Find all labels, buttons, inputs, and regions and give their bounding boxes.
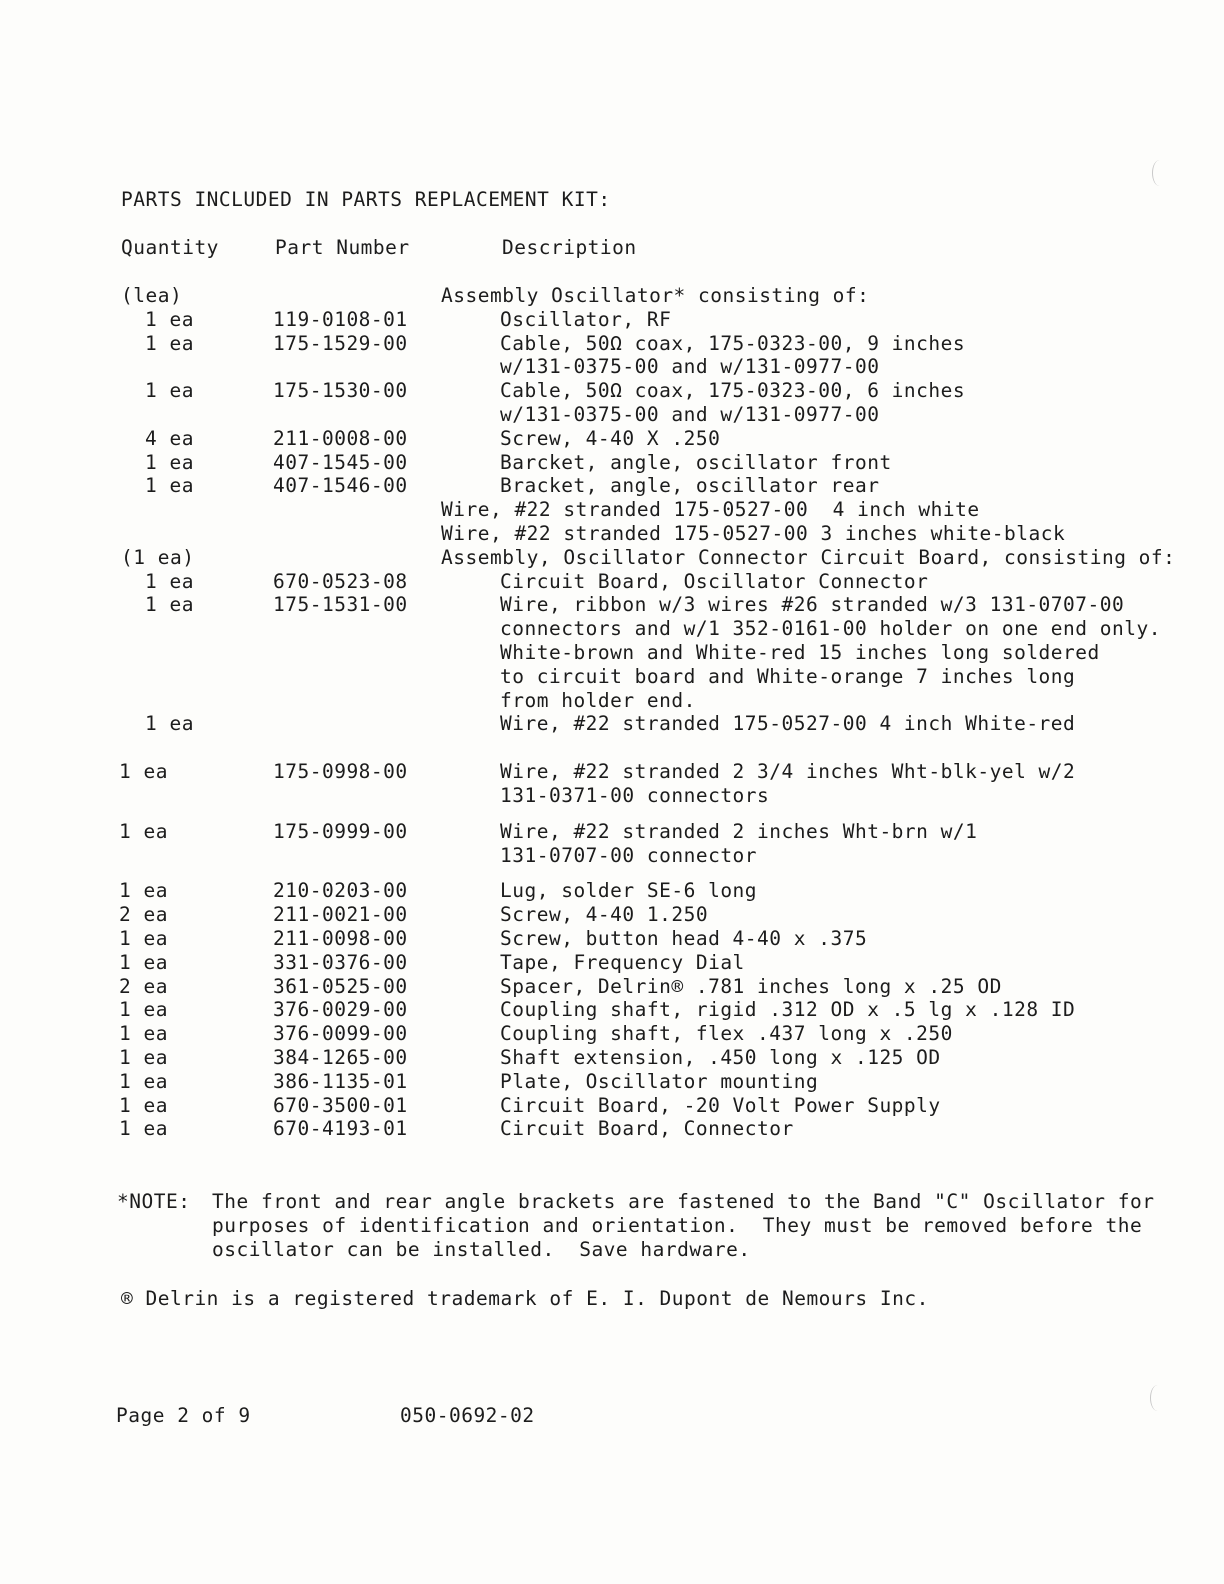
description-cell: Circuit Board, Connector <box>500 1117 794 1141</box>
quantity-cell: 1 ea <box>145 307 194 331</box>
note-block <box>117 1190 1154 1262</box>
description-cell: Coupling shaft, flex .437 long x .250 <box>500 1022 953 1046</box>
column-header-description: Description <box>502 236 637 259</box>
description-cell: Cable, 50Ω coax, 175-0323-00, 6 inches w/131-0375-00 and w/131-0977-00 <box>500 379 966 426</box>
description-cell: Cable, 50Ω coax, 175-0323-00, 9 inches w/131-0375-00 and w/131-0977-00 <box>500 331 966 379</box>
part-number-cell: 670-3500-01 <box>273 1093 408 1117</box>
quantity-cell: 1 ea <box>119 819 168 843</box>
description-cell: Screw, 4-40 1.250 <box>500 903 709 927</box>
description-cell: Barcket, angle, oscillator front <box>500 450 892 474</box>
part-number-cell: 211-0008-00 <box>273 426 408 450</box>
part-number-cell: 407-1546-00 <box>273 474 408 498</box>
parts-row <box>0 1022 1224 1046</box>
parts-row <box>0 593 1224 712</box>
parts-row <box>0 1117 1224 1141</box>
quantity-cell: 1 ea <box>145 593 194 617</box>
page-heading: PARTS INCLUDED IN PARTS REPLACEMENT KIT: <box>121 188 611 211</box>
part-number-cell: 175-1529-00 <box>273 331 408 355</box>
quantity-cell: 1 ea <box>145 569 194 593</box>
scan-mark <box>1150 1385 1165 1411</box>
quantity-cell: 1 ea <box>119 1045 168 1069</box>
part-number-cell: 175-0998-00 <box>273 760 408 784</box>
part-number-cell: 376-0029-00 <box>273 998 408 1022</box>
description-cell: Circuit Board, Oscillator Connector <box>500 569 929 593</box>
document-number: 050-0692-02 <box>400 1404 535 1427</box>
description-cell: Wire, #22 stranded 2 3/4 inches Wht-blk-yel w/2 131-0371-00 connectors <box>500 760 1076 807</box>
column-header-part-number: Part Number <box>275 236 410 259</box>
description-cell: Wire, #22 stranded 2 inches Wht-brn w/1 131-0707-00 connector <box>500 819 978 867</box>
quantity-cell: 4 ea <box>145 426 194 450</box>
quantity-cell: 1 ea <box>119 950 168 974</box>
quantity-cell: 1 ea <box>145 379 194 403</box>
part-number-cell: 211-0021-00 <box>273 903 408 927</box>
note-label: *NOTE: <box>117 1190 191 1213</box>
description-cell: Coupling shaft, rigid .312 OD x .5 lg x .128 ID <box>500 998 1076 1022</box>
quantity-cell: 1 ea <box>119 879 168 903</box>
quantity-cell: 1 ea <box>119 926 168 950</box>
quantity-cell: 1 ea <box>119 998 168 1022</box>
parts-row <box>0 820 1224 868</box>
parts-row <box>0 951 1224 975</box>
parts-row <box>0 546 1224 570</box>
part-number-cell: 331-0376-00 <box>273 950 408 974</box>
parts-row <box>0 879 1224 903</box>
parts-row <box>0 760 1224 808</box>
quantity-cell: 1 ea <box>145 331 194 355</box>
part-number-cell: 670-4193-01 <box>273 1117 408 1141</box>
page-number: Page 2 of 9 <box>116 1404 251 1427</box>
description-cell: Screw, button head 4-40 x .375 <box>500 926 868 950</box>
description-cell: Bracket, angle, oscillator rear <box>500 474 880 498</box>
part-number-cell: 384-1265-00 <box>273 1045 408 1069</box>
description-cell: Oscillator, RF <box>500 307 672 331</box>
part-number-cell: 175-1530-00 <box>273 379 408 403</box>
description-cell: Wire, #22 stranded 175-0527-00 4 inch White-red <box>500 712 1076 736</box>
parts-row <box>0 998 1224 1022</box>
part-number-cell: 210-0203-00 <box>273 879 408 903</box>
description-cell: Screw, 4-40 X .250 <box>500 426 721 450</box>
quantity-cell: 2 ea <box>119 903 168 927</box>
quantity-cell: 1 ea <box>119 1022 168 1046</box>
parts-row <box>0 975 1224 999</box>
parts-row <box>0 498 1224 522</box>
part-number-cell: 119-0108-01 <box>273 307 408 331</box>
description-cell: Plate, Oscillator mounting <box>500 1069 819 1093</box>
part-number-cell: 175-0999-00 <box>273 819 408 843</box>
description-cell: Assembly Oscillator* consisting of: <box>441 284 870 307</box>
trademark-notice: ® Delrin is a registered trademark of E. I. Dupont de Nemours Inc. <box>121 1287 929 1310</box>
part-number-cell: 376-0099-00 <box>273 1022 408 1046</box>
quantity-cell: (lea) <box>121 284 183 307</box>
description-cell: Shaft extension, .450 long x .125 OD <box>500 1045 941 1069</box>
parts-row <box>0 903 1224 927</box>
parts-row <box>0 332 1224 380</box>
part-number-cell: 361-0525-00 <box>273 974 408 998</box>
parts-list <box>0 284 1224 1141</box>
part-number-cell: 211-0098-00 <box>273 926 408 950</box>
quantity-cell: 1 ea <box>119 760 168 784</box>
parts-row <box>0 927 1224 951</box>
parts-row <box>0 379 1224 427</box>
parts-row <box>0 308 1224 332</box>
part-number-cell: 407-1545-00 <box>273 450 408 474</box>
parts-row <box>0 284 1224 308</box>
description-cell: Lug, solder SE-6 long <box>500 879 758 903</box>
parts-row <box>0 1070 1224 1094</box>
description-cell: Wire, ribbon w/3 wires #26 stranded w/3 131-0707-00 connectors and w/1 352-0161-00 holder on one end only. White-brown and White-red 15 inches long soldered to circuit board and White-orange 7 inches long from holder end. <box>500 593 1161 712</box>
quantity-cell: 1 ea <box>119 1117 168 1141</box>
quantity-cell: 1 ea <box>145 474 194 498</box>
parts-row <box>0 451 1224 475</box>
quantity-cell: 1 ea <box>119 1093 168 1117</box>
quantity-cell: 1 ea <box>145 450 194 474</box>
quantity-cell: 1 ea <box>145 712 194 736</box>
parts-row <box>0 474 1224 498</box>
quantity-cell: 1 ea <box>119 1069 168 1093</box>
description-cell: Circuit Board, -20 Volt Power Supply <box>500 1093 941 1117</box>
description-cell: Spacer, Delrin® .781 inches long x .25 OD <box>500 974 1002 998</box>
description-cell: Assembly, Oscillator Connector Circuit Board, consisting of: <box>441 545 1176 569</box>
quantity-cell: 2 ea <box>119 974 168 998</box>
quantity-cell: (1 ea) <box>121 545 195 569</box>
parts-row <box>0 570 1224 594</box>
parts-row <box>0 522 1224 546</box>
part-number-cell: 670-0523-08 <box>273 569 408 593</box>
description-cell: Wire, #22 stranded 175-0527-00 3 inches white-black <box>441 521 1066 545</box>
scan-mark <box>1152 160 1167 186</box>
column-header-quantity: Quantity <box>121 236 219 259</box>
parts-row <box>0 1046 1224 1070</box>
parts-row <box>0 712 1224 736</box>
part-number-cell: 386-1135-01 <box>273 1069 408 1093</box>
note-text: The front and rear angle brackets are fastened to the Band "C" Oscillator for purposes of identification and orientation. They must be removed before the oscillator can be installed. Save hardware. <box>212 1190 1155 1261</box>
description-cell: Tape, Frequency Dial <box>500 950 745 974</box>
parts-row <box>0 427 1224 451</box>
part-number-cell: 175-1531-00 <box>273 593 408 617</box>
parts-row <box>0 1094 1224 1118</box>
description-cell: Wire, #22 stranded 175-0527-00 4 inch white <box>441 498 980 522</box>
